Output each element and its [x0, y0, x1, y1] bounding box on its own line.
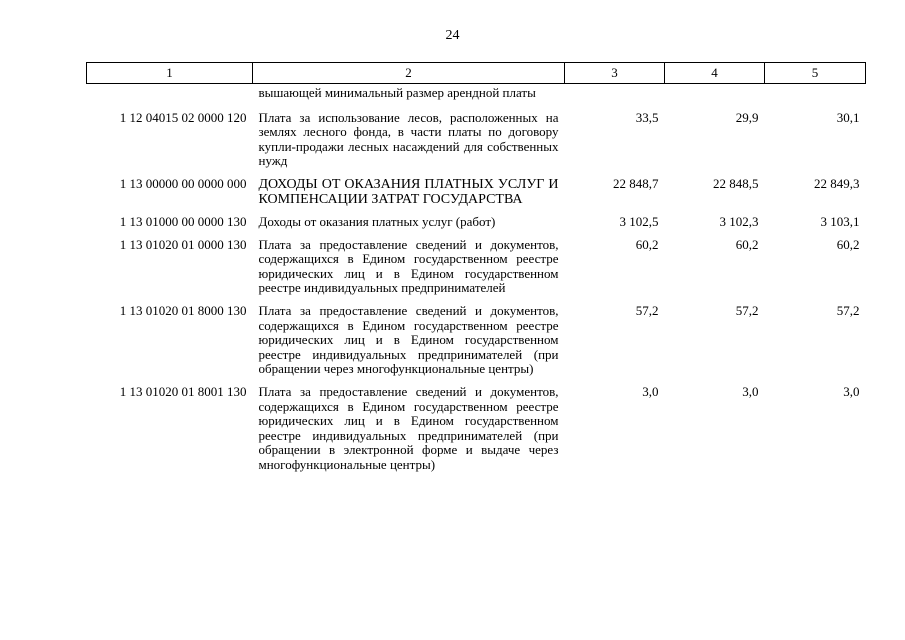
header-col-2: 2 [253, 63, 565, 84]
row-value-2: 22 848,5 [713, 175, 759, 191]
header-col-4: 4 [665, 63, 765, 84]
budget-table [86, 62, 866, 480]
table-row [87, 84, 866, 111]
row-value-1: 57,2 [635, 302, 659, 318]
header-col-5: 5 [765, 63, 866, 84]
row-value-1: 3,0 [642, 383, 659, 399]
table-row [87, 304, 866, 385]
row-name: ДОХОДЫ ОТ ОКАЗАНИЯ ПЛАТНЫХ УСЛУГ И КОМПЕНСАЦИИ ЗАТРАТ ГОСУДАРСТВА [258, 176, 559, 207]
row-code: 1 12 04015 02 0000 120 [119, 109, 247, 125]
table-header-row [87, 63, 866, 84]
table-row [87, 177, 866, 215]
row-value-1: 3 102,5 [619, 213, 659, 229]
row-value-3: 3,0 [843, 383, 860, 399]
header-col-3: 3 [565, 63, 665, 84]
row-value-1: 33,5 [635, 109, 659, 125]
row-value-3: 57,2 [836, 302, 860, 318]
row-name: вышающей минимальный размер арендной платы [258, 85, 536, 100]
row-value-3: 60,2 [836, 236, 860, 252]
row-value-2: 60,2 [735, 236, 759, 252]
row-code: 1 13 01020 01 8001 130 [119, 383, 247, 399]
table-row [87, 238, 866, 304]
row-value-2: 3 102,3 [719, 213, 759, 229]
row-code: 1 13 01000 00 0000 130 [119, 213, 247, 229]
table-row [87, 385, 866, 481]
row-value-3: 30,1 [836, 109, 860, 125]
row-value-1 [565, 84, 665, 111]
row-code: 1 13 00000 00 0000 000 [119, 175, 247, 191]
row-name: Плата за предоставление сведений и документов, содержащихся в Едином государственном реестре юридических лиц и в Едином государственном реестре индивидуальных предпринимателей [258, 236, 559, 296]
row-name: Плата за предоставление сведений и документов, содержащихся в Едином государственном реестре юридических лиц и в Едином государственном реестре индивидуальных предпринимателей (при обращении через многофункциональные центры) [258, 302, 559, 377]
row-name: Плата за предоставление сведений и документов, содержащихся в Едином государственном реестре юридических лиц и в Едином государственном реестре индивидуальных предпринимателей (при обращении в электронной форме и выдаче через многофункциональные центры) [258, 383, 559, 472]
page-number: 24 [445, 28, 460, 43]
row-value-2: 29,9 [735, 109, 759, 125]
row-value-1: 22 848,7 [613, 175, 659, 191]
row-name: Доходы от оказания платных услуг (работ) [258, 213, 496, 229]
row-value-1: 60,2 [635, 236, 659, 252]
row-code [87, 84, 253, 111]
table-row [87, 111, 866, 177]
row-value-2: 57,2 [735, 302, 759, 318]
row-value-3: 22 849,3 [814, 175, 860, 191]
row-code: 1 13 01020 01 0000 130 [119, 236, 247, 252]
table-row [87, 215, 866, 238]
row-name: Плата за использование лесов, расположенных на землях лесного фонда, в части платы по договору купли-продажи лесных насаждений для собственных нужд [258, 109, 559, 169]
header-col-1: 1 [87, 63, 253, 84]
row-value-3 [765, 84, 866, 111]
row-value-3: 3 103,1 [820, 213, 860, 229]
row-value-2 [665, 84, 765, 111]
row-code: 1 13 01020 01 8000 130 [119, 302, 247, 318]
row-value-2: 3,0 [742, 383, 759, 399]
